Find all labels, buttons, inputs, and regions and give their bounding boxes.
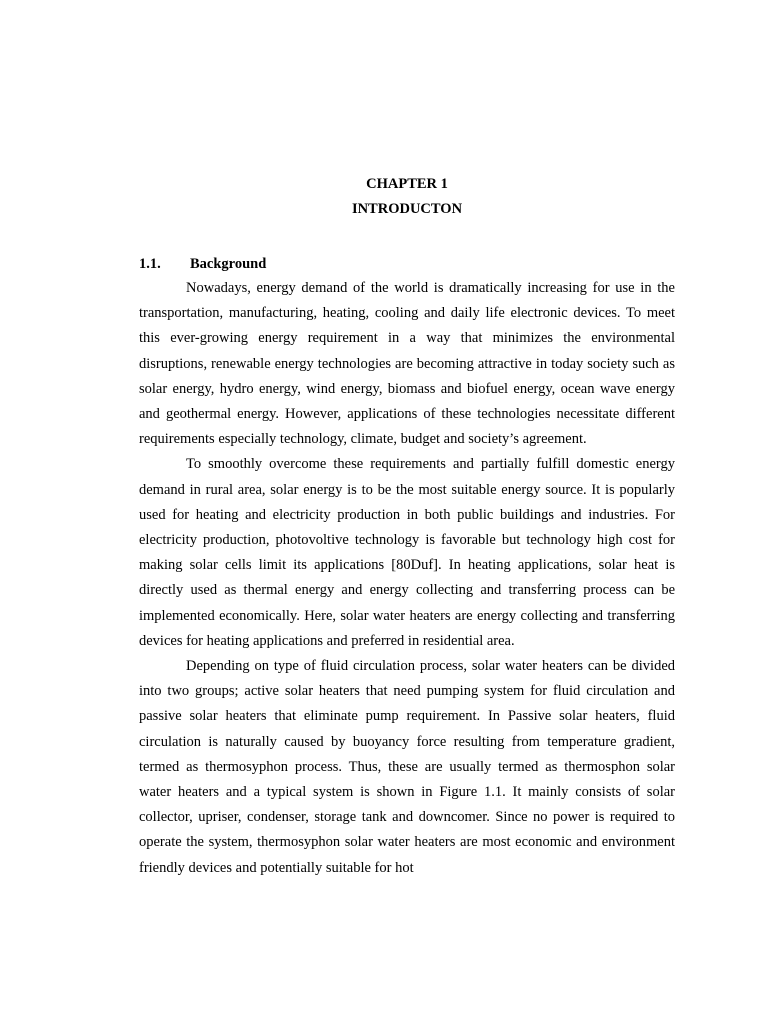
chapter-label: CHAPTER 1: [366, 176, 448, 192]
body-text: [139, 276, 675, 881]
paragraph: Nowadays, energy demand of the world is dramatically increasing for use in the transportation, manufacturing, heating, cooling and daily life electronic devices. To meet this ever-growing energy requirement in a way that minimizes the environmental disruptions, renewable energy technologies are becoming attractive in today society such as solar energy, hydro energy, wind energy, biomass and biofuel energy, ocean wave energy and geothermal energy. However, applications of these technologies necessitate different requirements especially technology, climate, budget and society’s agreement.: [139, 280, 675, 448]
section-number: 1.1.: [139, 256, 161, 272]
section-title: Background: [190, 256, 267, 272]
paragraph: To smoothly overcome these requirements and partially fulfill domestic energy demand in rural area, solar energy is to be the most suitable energy source. It is popularly used for heating and electricity production in both public buildings and industries. For electricity production, photovoltive technology is favorable but technology high cost for making solar cells limit its applications [80Duf]. In heating applications, solar heat is directly used as thermal energy and energy collecting and transferring process can be implemented economically. Here, solar water heaters are energy collecting and transferring devices for heating applications and preferred in residential area.: [139, 456, 675, 649]
chapter-title: INTRODUCTON: [351, 201, 463, 217]
paragraph-last: Depending on type of fluid circulation process, solar water heaters can be divided into two groups; active solar heaters that need pumping system for fluid circulation and passive solar heaters that eliminate pump requirement. In Passive solar heaters, fluid circulation is naturally caused by buoyancy force resulting from temperature gradient, termed as thermosyphon process. Thus, these are usually termed as thermosphon solar water heaters and a typical system is shown in Figure 1.1. It mainly consists of solar collector, upriser, condenser, storage tank and downcomer. Since no power is required to operate the system, thermosyphon solar water heaters are most economic and environment friendly devices and potentially suitable for hot: [139, 658, 675, 876]
section-heading: [139, 255, 266, 273]
